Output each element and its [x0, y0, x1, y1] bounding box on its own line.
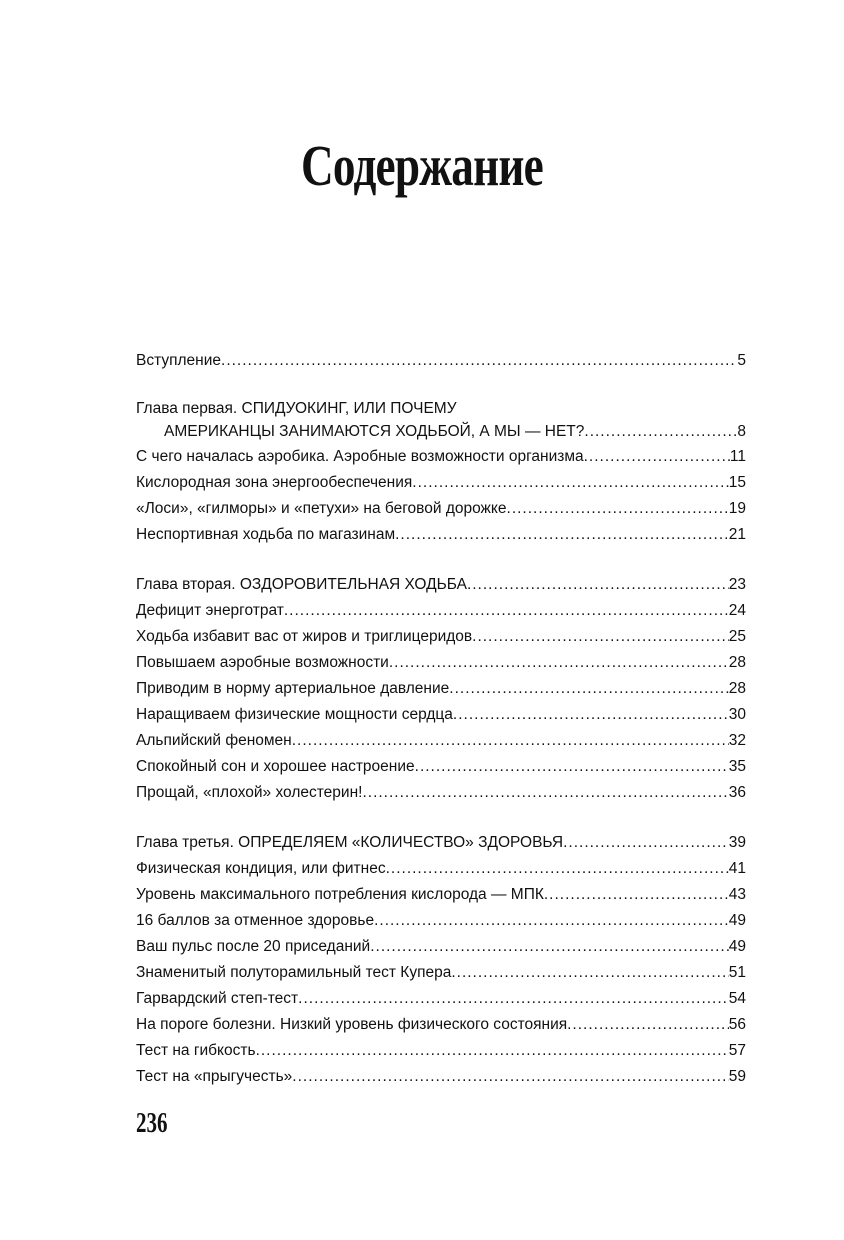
- toc-entry-page: 15: [728, 474, 746, 491]
- toc-entry-title: Ходьба избавит вас от жиров и триглицеридов: [136, 628, 473, 645]
- toc-entry: [136, 624, 746, 650]
- toc-entry-page: 5: [737, 352, 746, 369]
- toc-entry-page: 35: [728, 758, 746, 775]
- toc-entry-page: 43: [728, 886, 746, 903]
- toc-entry: [136, 702, 746, 728]
- toc-entry: [136, 572, 746, 598]
- toc-entry-title: Гарвардский степ-тест: [136, 990, 299, 1007]
- toc-entry-page: 11: [729, 448, 746, 465]
- toc-entry-title: Наращиваем физические мощности сердца: [136, 706, 453, 723]
- toc-entry: [136, 444, 746, 470]
- toc-entry-title: Прощай, «плохой» холестерин!: [136, 784, 363, 801]
- toc-entry-title: Спокойный сон и хорошее настроение: [136, 758, 415, 775]
- toc-entry-title: С чего началась аэробика. Аэробные возможности организма: [136, 448, 584, 465]
- toc-entry-page: 39: [728, 834, 746, 851]
- toc-entry-title: Ваш пульс после 20 приседаний: [136, 938, 371, 955]
- toc-entry-page: 54: [728, 990, 746, 1007]
- toc-entry: [136, 908, 746, 934]
- toc-entry: [136, 934, 746, 960]
- toc-entry-page: 57: [728, 1042, 746, 1059]
- toc-entry-title: «Лоси», «гилморы» и «петухи» на беговой дорожке: [136, 500, 507, 517]
- chapter-heading: Глава третья. ОПРЕДЕЛЯЕМ «КОЛИЧЕСТВО» ЗДОРОВЬЯ: [136, 834, 564, 851]
- toc-entry-title: Приводим в норму артериальное давление: [136, 680, 450, 697]
- toc-entry-page: 23: [728, 576, 746, 593]
- toc-entry-page: 49: [728, 938, 746, 955]
- toc-entry: [136, 420, 746, 444]
- toc-entry: [136, 1038, 746, 1064]
- toc-entry: [136, 496, 746, 522]
- toc-entry-title: Физическая кондиция, или фитнес: [136, 860, 386, 877]
- toc-entry-title: Вступление: [136, 352, 222, 369]
- toc-entry-title: Тест на гибкость: [136, 1042, 256, 1059]
- table-of-contents: [136, 348, 746, 1090]
- toc-entry-title: Тест на «прыгучесть»: [136, 1068, 293, 1085]
- toc-entry: [136, 780, 746, 806]
- toc-entry-page: 36: [728, 784, 746, 801]
- chapter-heading: Глава вторая. ОЗДОРОВИТЕЛЬНАЯ ХОДЬБА: [136, 576, 467, 593]
- toc-entry-page: 41: [728, 860, 746, 877]
- toc-entry-page: 25: [728, 628, 746, 645]
- page-number: 236: [136, 1108, 168, 1139]
- toc-entry-page: 49: [728, 912, 746, 929]
- toc-entry-title: Уровень максимального потребления кислорода — МПК: [136, 886, 544, 903]
- toc-entry: [136, 960, 746, 986]
- toc-entry: [136, 598, 746, 624]
- toc-entry: [136, 754, 746, 780]
- toc-entry-page: 21: [728, 526, 746, 543]
- toc-entry: [136, 830, 746, 856]
- toc-entry-page: 51: [728, 964, 746, 981]
- toc-entry-page: 28: [728, 680, 746, 697]
- toc-entry-title: 16 баллов за отменное здоровье: [136, 912, 375, 929]
- toc-entry: [136, 728, 746, 754]
- toc-entry-page: 56: [728, 1016, 746, 1033]
- toc-entry-page: 59: [728, 1068, 746, 1085]
- toc-entry: [136, 348, 746, 374]
- chapter-heading-continued: АМЕРИКАНЦЫ ЗАНИМАЮТСЯ ХОДЬБОЙ, А МЫ — НЕТ?: [164, 423, 585, 440]
- toc-entry: [136, 676, 746, 702]
- toc-entry: [136, 522, 746, 548]
- toc-entry-title: Повышаем аэробные возможности: [136, 654, 389, 671]
- toc-entry-page: 30: [728, 706, 746, 723]
- toc-entry-title: Альпийский феномен: [136, 732, 292, 749]
- toc-entry: [136, 650, 746, 676]
- toc-entry-title: На пороге болезни. Низкий уровень физического состояния: [136, 1016, 568, 1033]
- toc-entry-title: Знаменитый полуторамильный тест Купера: [136, 964, 452, 981]
- toc-entry-title: Неспортивная ходьба по магазинам: [136, 526, 396, 543]
- toc-entry-page: 8: [737, 423, 746, 440]
- toc-entry: [136, 470, 746, 496]
- toc-entry: [136, 1064, 746, 1090]
- toc-entry-page: 24: [728, 602, 746, 619]
- toc-entry: [136, 882, 746, 908]
- toc-entry: [136, 856, 746, 882]
- toc-entry-page: 28: [728, 654, 746, 671]
- chapter-heading: Глава первая. СПИДУОКИНГ, ИЛИ ПОЧЕМУ: [136, 400, 457, 417]
- toc-entry: [136, 1012, 746, 1038]
- toc-entry-page: 19: [728, 500, 746, 517]
- toc-entry-title: Кислородная зона энергообеспечения: [136, 474, 413, 491]
- toc-entry-page: 32: [728, 732, 746, 749]
- page-title: Содержание: [301, 133, 543, 198]
- toc-entry-title: Дефицит энерготрат: [136, 602, 284, 619]
- toc-entry: [136, 986, 746, 1012]
